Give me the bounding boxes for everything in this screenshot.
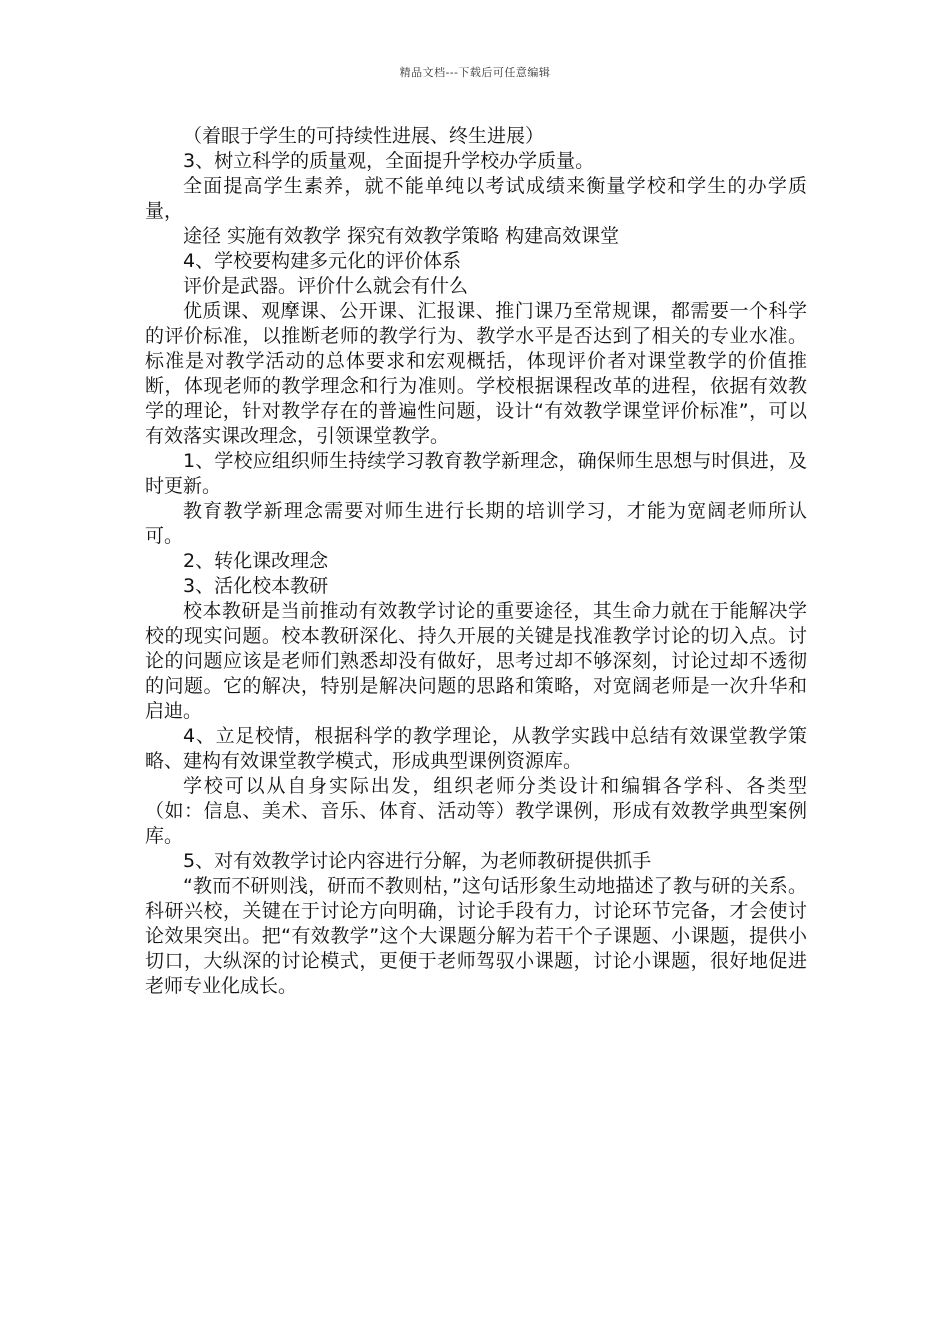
paragraph: 3、活化校本教研 [183, 575, 329, 597]
paragraph: 途径 实施有效教学 探究有效教学策略 构建高效课堂 [183, 225, 620, 247]
paragraph: 4、立足校情，根据科学的教学理论，从教学实践中总结有效课堂教学策略、建构有效课堂教学模式，形成典型课例资源库。 [145, 725, 807, 772]
paragraph: 评价是武器。评价什么就会有什么 [183, 275, 469, 297]
paragraph: 学校可以从自身实际出发，组织老师分类设计和编辑各学科、各类型（如：信息、美术、音乐、体育、活动等）教学课例，形成有效教学典型案例库。 [145, 775, 807, 847]
paragraph: 4、学校要构建多元化的评价体系 [183, 250, 462, 272]
paragraph: 1、学校应组织师生持续学习教育教学新理念，确保师生思想与时俱进，及时更新。 [145, 450, 807, 497]
paragraph: “教而不研则浅，研而不教则枯，”这句话形象生动地描述了教与研的关系。科研兴校，关键在于讨论方向明确，讨论手段有力，讨论环节完备，才会使讨论效果突出。把“有效教学”这个大课题分解为若干个子课题、小课题，提供小切口，大纵深的讨论模式，更便于老师驾驭小课题，讨论小课题，很好地促进老师专业化成长。 [145, 875, 807, 997]
document-body [145, 124, 807, 999]
page-header: 精品文档---下载后可任意编辑 [399, 66, 551, 79]
paragraph: 校本教研是当前推动有效教学讨论的重要途径，其生命力就在于能解决学校的现实问题。校本教研深化、持久开展的关键是找准教学讨论的切入点。讨论的问题应该是老师们熟悉却没有做好，思考过却不够深刻，讨论过却不透彻的问题。它的解决，特别是解决问题的思路和策略，对宽阔老师是一次升华和启迪。 [145, 600, 807, 722]
paragraph: 全面提高学生素养，就不能单纯以考试成绩来衡量学校和学生的办学质量， [145, 175, 807, 222]
paragraph: 优质课、观摩课、公开课、汇报课、推门课乃至常规课，都需要一个科学的评价标准，以推断老师的教学行为、教学水平是否达到了相关的专业水准。标准是对教学活动的总体要求和宏观概括，体现评价者对课堂教学的价值推断，体现老师的教学理念和行为准则。学校根据课程改革的进程，依据有效教学的理论，针对教学存在的普遍性问题，设计“有效教学课堂评价标准”，可以有效落实课改理念，引领课堂教学。 [145, 300, 807, 447]
paragraph: （着眼于学生的可持续性进展、终生进展） [183, 125, 545, 147]
paragraph: 2、转化课改理念 [183, 550, 329, 572]
paragraph: 教育教学新理念需要对师生进行长期的培训学习，才能为宽阔老师所认可。 [145, 500, 807, 547]
paragraph: 3、树立科学的质量观，全面提升学校办学质量。 [183, 150, 595, 172]
paragraph: 5、对有效教学讨论内容进行分解，为老师教研提供抓手 [183, 850, 652, 872]
